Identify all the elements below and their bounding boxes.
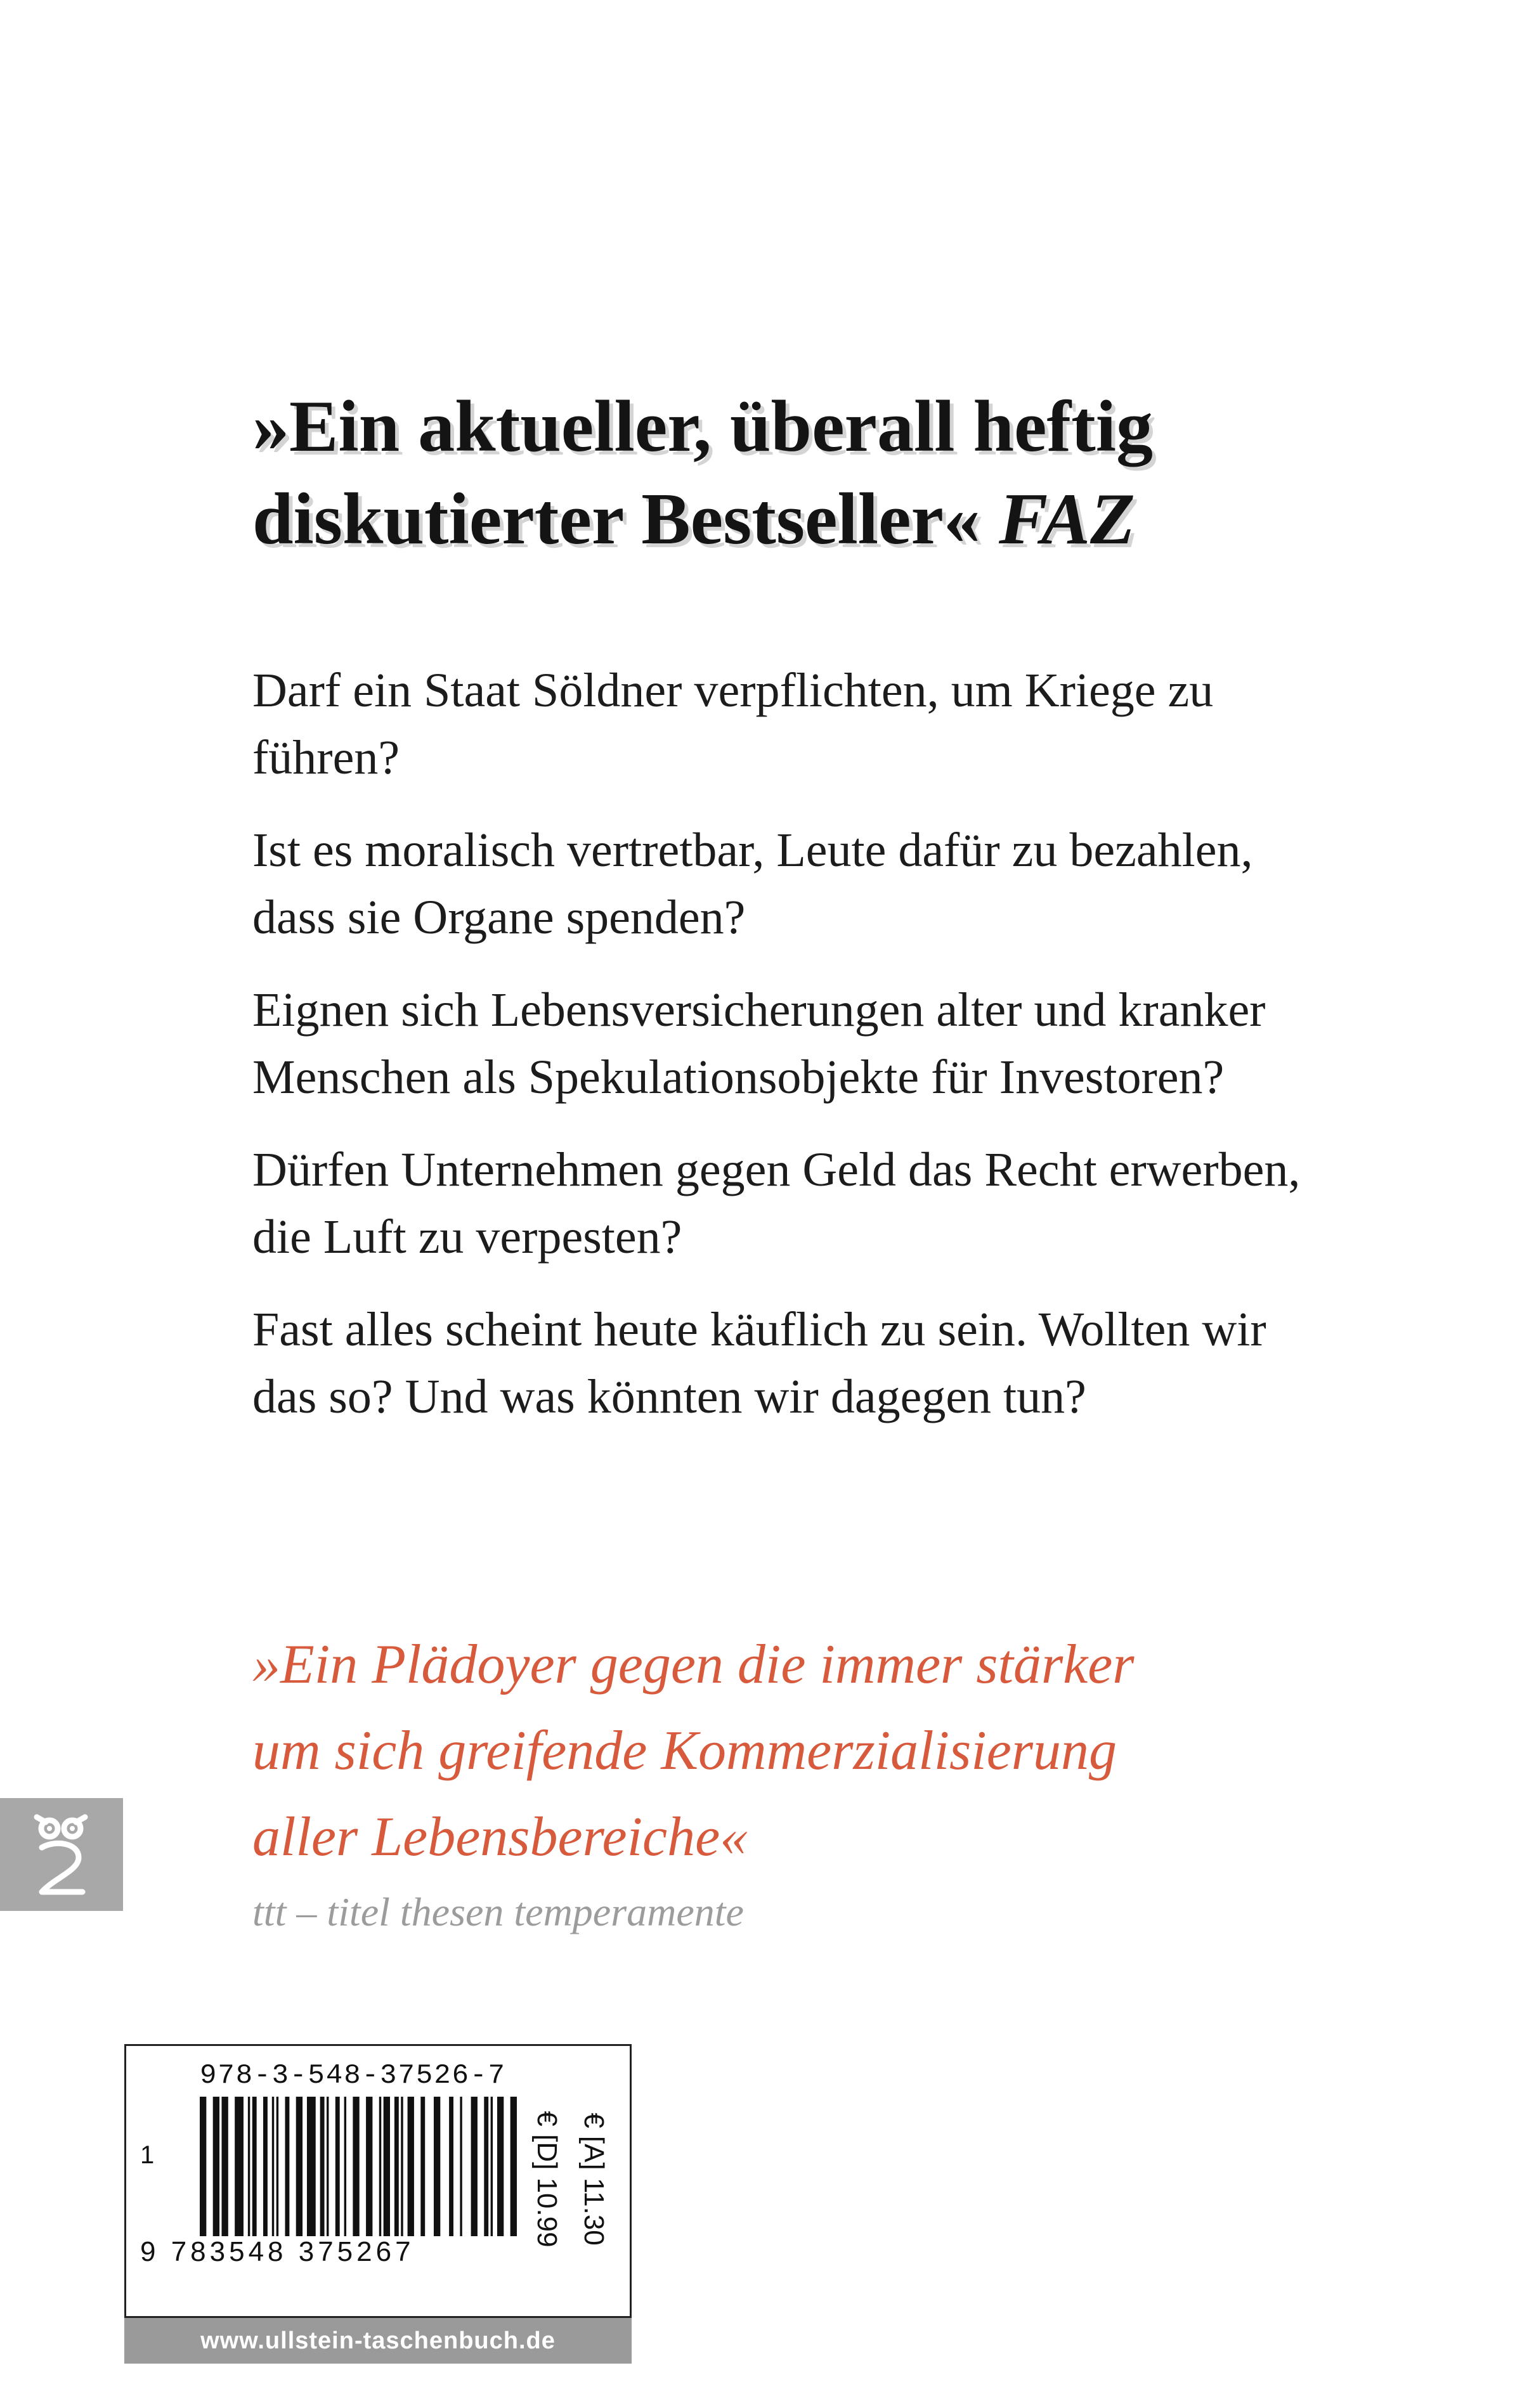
review-line-2: um sich greifende Kommerzialisierung	[252, 1720, 1117, 1782]
barcode-box	[124, 2044, 632, 2318]
barcode-bar	[285, 2097, 289, 2236]
barcode-bar	[497, 2097, 504, 2236]
barcode-bar	[394, 2097, 399, 2236]
barcode-bar	[221, 2097, 228, 2236]
barcode-bar	[235, 2097, 244, 2236]
headline-line-2-text: diskutierter Bestseller«	[252, 479, 980, 560]
price-de	[531, 2065, 563, 2293]
question-list	[252, 657, 1381, 1456]
question-paragraph	[252, 1296, 1381, 1430]
barcode-bar	[276, 2097, 278, 2236]
publisher-logo	[0, 1798, 123, 1911]
question-line: Fast alles scheint heute käuflich zu sein. Wollten wir	[252, 1303, 1266, 1356]
question-paragraph	[252, 1136, 1381, 1271]
website-url: www.ullstein-taschenbuch.de	[124, 2318, 632, 2364]
review-quote	[252, 1622, 1330, 1944]
barcode-bar	[327, 2097, 328, 2236]
review-text	[252, 1622, 1330, 1880]
barcode-bar	[353, 2097, 359, 2236]
question-line: die Luft zu verpesten?	[252, 1210, 682, 1264]
barcode-bar	[379, 2097, 381, 2236]
barcode-bar	[263, 2097, 268, 2236]
barcode-bar	[344, 2097, 346, 2236]
barcode-bar	[511, 2097, 517, 2236]
barcode-bars	[200, 2097, 517, 2236]
barcode-bar	[320, 2097, 325, 2236]
barcode-bar	[460, 2097, 462, 2236]
barcode-bar	[200, 2097, 206, 2236]
price-at-text: € [A] 11.30	[578, 2113, 609, 2246]
barcode-bar	[449, 2097, 453, 2236]
review-line-3: aller Lebensbereiche«	[252, 1806, 748, 1868]
barcode-bar	[213, 2097, 219, 2236]
question-line: Darf ein Staat Söldner verpflichten, um Kriege zu	[252, 664, 1214, 717]
headline-line-1: »Ein aktueller, überall heftig	[252, 386, 1153, 467]
barcode-bar	[434, 2097, 440, 2236]
question-line: Eignen sich Lebensversicherungen alter und kranker	[252, 983, 1266, 1037]
barcode-side-digit: 1	[140, 2141, 155, 2169]
barcode-bar	[491, 2097, 493, 2236]
question-paragraph	[252, 657, 1381, 791]
owl-logo-icon	[23, 1812, 99, 1898]
barcode-bar	[335, 2097, 340, 2236]
barcode-bar	[366, 2097, 372, 2236]
barcode-bar	[307, 2097, 316, 2236]
ean-number: 9 783548 375267	[140, 2236, 415, 2267]
barcode-bar	[408, 2097, 414, 2236]
price-at	[578, 2065, 609, 2293]
question-line: führen?	[252, 731, 400, 784]
barcode-bar	[401, 2097, 403, 2236]
barcode-bar	[471, 2097, 478, 2236]
question-line: Menschen als Spekulationsobjekte für Investoren?	[252, 1051, 1225, 1104]
review-line-1: »Ein Plädoyer gegen die immer stärker	[252, 1634, 1135, 1695]
question-paragraph	[252, 976, 1381, 1111]
question-line: Ist es moralisch vertretbar, Leute dafür zu bezahlen,	[252, 824, 1253, 877]
review-attribution: ttt – titel thesen temperamente	[252, 1889, 744, 1934]
barcode-bar	[252, 2097, 257, 2236]
question-line: dass sie Organe spenden?	[252, 891, 746, 944]
isbn-number: 978-3-548-37526-7	[200, 2060, 506, 2092]
headline-line-2	[252, 473, 1330, 566]
headline-quote	[252, 380, 1330, 566]
question-paragraph	[252, 817, 1381, 951]
question-line: Dürfen Unternehmen gegen Geld das Recht erwerben,	[252, 1143, 1301, 1196]
barcode-bar	[420, 2097, 425, 2236]
barcode-bar	[296, 2097, 302, 2236]
price-de-text: € [D] 10.99	[531, 2111, 563, 2248]
barcode-bar	[272, 2097, 274, 2236]
barcode-bar	[248, 2097, 250, 2236]
barcode-bar	[484, 2097, 488, 2236]
question-line: das so? Und was könnten wir dagegen tun?	[252, 1370, 1086, 1423]
headline-source: FAZ	[998, 479, 1135, 560]
barcode-bar	[384, 2097, 390, 2236]
